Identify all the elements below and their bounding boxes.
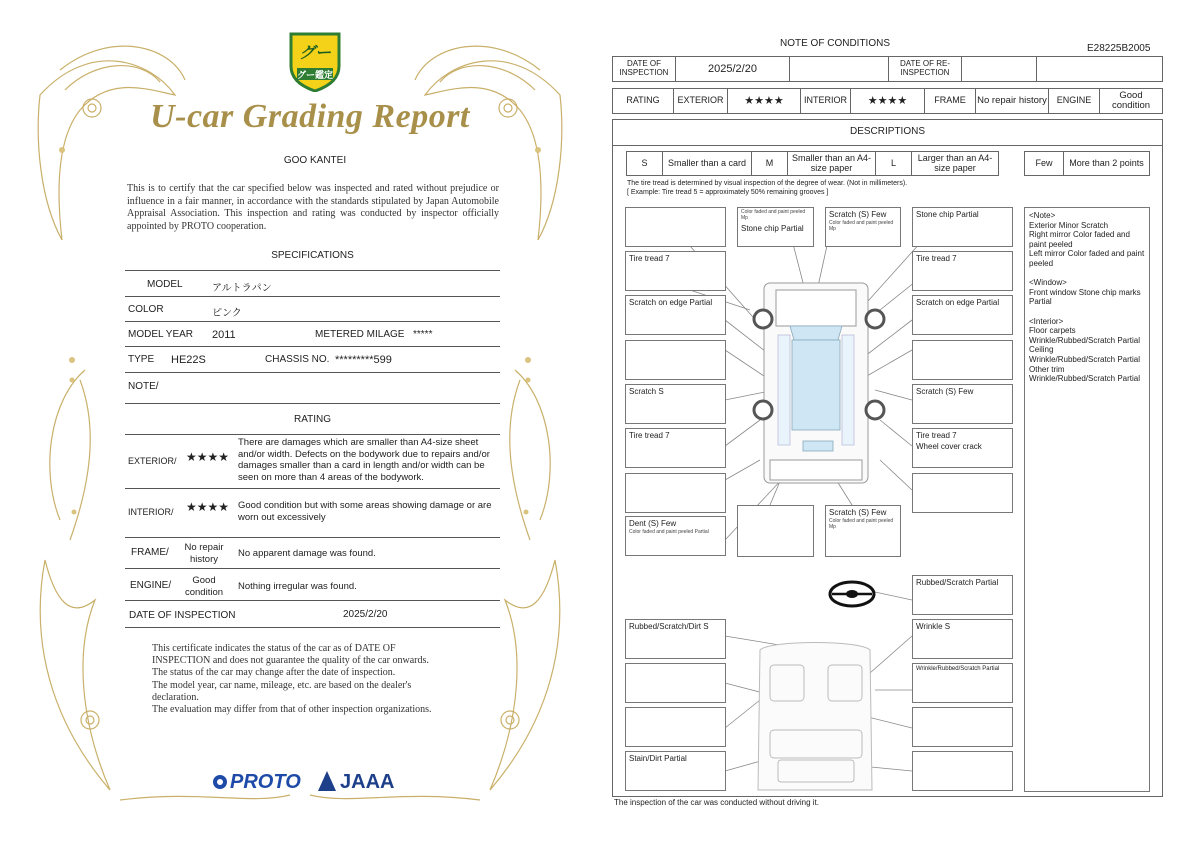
interior-stars: ★★★★ — [186, 500, 230, 514]
reinspection-label: DATE OF RE-INSPECTION — [888, 56, 962, 82]
diagram-box — [825, 505, 901, 557]
diagram-box — [625, 619, 726, 659]
box-label: Scratch on edge Partial — [916, 298, 1000, 307]
note-line: Wrinkle/Rubbed/Scratch Partial — [1029, 354, 1141, 364]
doi-label: DATE OF INSPECTION — [129, 610, 236, 621]
note-line: Wrinkle/Rubbed/Scratch Partial — [1029, 335, 1141, 345]
note-line: <Note> — [1029, 211, 1056, 220]
note-line — [1029, 269, 1145, 279]
diagram-box — [912, 384, 1013, 424]
footer-line: The status of the car may change after the date of inspection. — [152, 667, 396, 679]
certification-text: This is to certify that the car specified below was inspected and rated without prejudice or influence in a fair manner, in accordance with the standards stipulated by Japan Automobile Appraisal Association. This inspection and rating was conducted by inspector officially appointed by PROTO cooperation. — [127, 183, 499, 232]
engine-description: Nothing irregular was found. — [238, 581, 357, 592]
specifications-heading: SPECIFICATIONS — [271, 250, 354, 261]
box-label: Scratch S — [629, 387, 664, 396]
doi-label: DATE OF INSPECTION — [612, 56, 676, 82]
diagram-box — [625, 707, 726, 747]
exterior-description: There are damages which are smaller than A4-size sheet and/or width. Defects on the bodywork due to repairs and/or damages smaller than a card in length and/or width can be seen on more than 4 areas of the bodywork. — [238, 437, 490, 483]
goo-kantei-logo: グー グー鑑定 — [287, 30, 343, 92]
engine-label: ENGINE — [1048, 88, 1100, 114]
type-label: TYPE — [128, 354, 155, 365]
exterior-label: EXTERIOR — [673, 88, 728, 114]
rating-label: RATING — [612, 88, 674, 114]
note-line: <Window> — [1029, 278, 1067, 288]
engine-value: Good condition — [1099, 88, 1163, 114]
metered-milage-value: ***** — [413, 329, 433, 340]
diagram-box — [912, 473, 1013, 513]
proto-mark-icon — [213, 775, 227, 789]
tire-note-1: The tire tread is determined by visual inspection of the degree of wear. (Not in millimeters). — [627, 180, 908, 187]
legend-m-desc: Smaller than an A4-size paper — [787, 151, 876, 176]
frame-description: No apparent damage was found. — [238, 548, 376, 559]
box-label: Scratch (S) Few — [829, 508, 887, 517]
frame-value: No repair history — [975, 88, 1049, 114]
note-of-conditions — [600, 0, 1200, 848]
doi-value: 2025/2/20 — [675, 56, 790, 82]
diagram-box — [737, 505, 814, 557]
interior-description: Good condition but with some areas showing damage or are worn out excessively — [238, 500, 492, 523]
box-sublabel: Color faded and paint peeled Mp — [829, 220, 894, 232]
exterior-stars: ★★★★ — [186, 450, 230, 464]
jaaa-logo — [318, 771, 394, 794]
inspection-footer: The inspection of the car was conducted without driving it. — [614, 798, 819, 807]
diagram-box — [912, 428, 1013, 468]
note-line: Right mirror Color faded and paint peeled — [1029, 230, 1130, 249]
box-label: Scratch (S) Few — [916, 387, 974, 396]
legend-s-desc: Smaller than a card — [662, 151, 752, 176]
doi-value: 2025/2/20 — [343, 609, 388, 620]
proto-logo-text: PROTO — [230, 771, 301, 793]
diagram-box — [912, 619, 1013, 659]
note-label: NOTE/ — [128, 381, 159, 392]
legend-s: S — [626, 151, 663, 176]
frame-value: No repair history — [184, 542, 224, 565]
note-line: Other trim — [1029, 364, 1065, 374]
note-line: Exterior Minor Scratch — [1029, 220, 1109, 230]
box-sublabel: Color faded and paint peeled Mp — [741, 209, 806, 221]
diagram-box — [912, 340, 1013, 380]
doc-id: E28225B2005 — [1087, 43, 1151, 54]
box-label: Rubbed/Scratch Partial — [916, 578, 999, 587]
chassis-label: CHASSIS NO. — [265, 354, 330, 365]
box-label: Wrinkle/Rubbed/Scratch Partial — [916, 666, 1000, 672]
note-line: Front window Stone chip marks Partial — [1029, 287, 1141, 307]
legend-few: Few — [1024, 151, 1064, 176]
legend-l-desc: Larger than an A4-size paper — [911, 151, 999, 176]
box-label: Stain/Dirt Partial — [629, 754, 687, 763]
footer-line: The model year, car name, mileage, etc. are based on the dealer's — [152, 679, 412, 691]
box-label: Tire tread 7 — [629, 254, 670, 263]
model-year-value: 2011 — [212, 329, 236, 341]
legend-l: L — [875, 151, 912, 176]
diagram-box — [912, 751, 1013, 791]
diagram-box — [912, 663, 1013, 703]
chassis-value: *********599 — [335, 354, 392, 366]
diagram-box — [912, 707, 1013, 747]
footer-line: The evaluation may differ from that of other inspection organizations. — [152, 704, 432, 716]
diagram-box — [625, 340, 726, 380]
diagram-box — [625, 384, 726, 424]
jaaa-logo-text: JAAA — [340, 771, 395, 793]
diagram-box — [625, 516, 726, 556]
jaaa-mark-icon — [318, 771, 336, 791]
box-label: Rubbed/Scratch/Dirt S — [629, 622, 709, 631]
note-line: <Interior> — [1029, 316, 1064, 326]
diagram-box — [912, 207, 1013, 247]
diagram-box — [912, 295, 1013, 335]
diagram-box — [625, 295, 726, 335]
model-value: アルトラパン — [212, 283, 272, 294]
color-label: COLOR — [128, 304, 164, 315]
engine-value: Good condition — [184, 575, 224, 598]
box-sublabel: Color faded and paint peeled Mp — [829, 518, 894, 530]
diagram-box — [912, 575, 1013, 615]
interior-label: INTERIOR — [800, 88, 851, 114]
noc-title: NOTE OF CONDITIONS — [780, 38, 890, 49]
engine-label: ENGINE/ — [130, 580, 172, 591]
footer-line: This certificate indicates the status of the car as of DATE OF — [152, 643, 396, 654]
type-value: HE22S — [171, 354, 206, 366]
box-label: Scratch on edge Partial — [629, 298, 713, 307]
box-label: Tire tread 7 — [629, 431, 670, 440]
box-label: Stone chip Partial — [741, 223, 804, 233]
logo-text: グー鑑定 — [297, 70, 334, 80]
exterior-label: EXTERIOR/ — [128, 456, 177, 466]
note-line: Ceiling — [1029, 345, 1054, 355]
diagram-box — [625, 207, 726, 247]
metered-milage-label: METERED MILAGE — [315, 329, 405, 340]
rating-heading: RATING — [293, 414, 332, 425]
box-sublabel: Color faded and paint peeled Partial — [629, 529, 709, 536]
diagram-box — [625, 473, 726, 513]
diagram-box — [737, 207, 814, 247]
diagram-box — [625, 663, 726, 703]
interior-label: INTERIOR/ — [128, 507, 174, 517]
color-value: ピンク — [212, 308, 242, 319]
note-line: Wrinkle/Rubbed/Scratch Partial — [1029, 374, 1141, 384]
model-year-label: MODEL YEAR — [128, 329, 194, 340]
notes-panel — [1024, 207, 1150, 792]
diagram-box — [912, 251, 1013, 291]
proto-logo — [213, 771, 313, 794]
footer-disclaimer — [152, 643, 492, 716]
box-label: Tire tread 7 — [916, 254, 957, 263]
diagram-box — [625, 751, 726, 791]
footer-line: INSPECTION and does not guarantee the quality of the car onwards. — [152, 655, 429, 667]
box-label: Stone chip Partial — [916, 210, 979, 219]
exterior-stars: ★★★★ — [727, 88, 801, 114]
model-label: MODEL — [147, 279, 183, 290]
report-title: U-car Grading Report — [150, 98, 470, 135]
frame-label: FRAME/ — [131, 547, 169, 558]
legend-few-desc: More than 2 points — [1063, 151, 1150, 176]
box-label: Scratch (S) Few — [829, 210, 887, 219]
note-line: Floor carpets — [1029, 326, 1076, 336]
box-label: Wheel cover crack — [916, 442, 982, 452]
note-line — [1029, 307, 1145, 317]
report-subtitle: GOO KANTEI — [283, 155, 347, 166]
frame-label: FRAME — [924, 88, 976, 114]
diagram-box — [825, 207, 901, 247]
footer-line: declaration. — [152, 691, 199, 703]
interior-stars: ★★★★ — [850, 88, 925, 114]
tire-note-2: [ Example: Tire tread 5 = approximately 50% remaining grooves ] — [627, 189, 829, 196]
box-label: Tire tread 7 — [916, 431, 957, 440]
box-label: Wrinkle S — [916, 622, 951, 631]
diagram-box — [625, 428, 726, 468]
legend-m: M — [751, 151, 788, 176]
note-line: Left mirror Color faded and paint peeled — [1029, 249, 1145, 268]
box-label: Dent (S) Few — [629, 519, 677, 528]
diagram-box — [625, 251, 726, 291]
descriptions-heading: DESCRIPTIONS — [849, 126, 925, 137]
steering-wheel-icon — [830, 582, 874, 606]
